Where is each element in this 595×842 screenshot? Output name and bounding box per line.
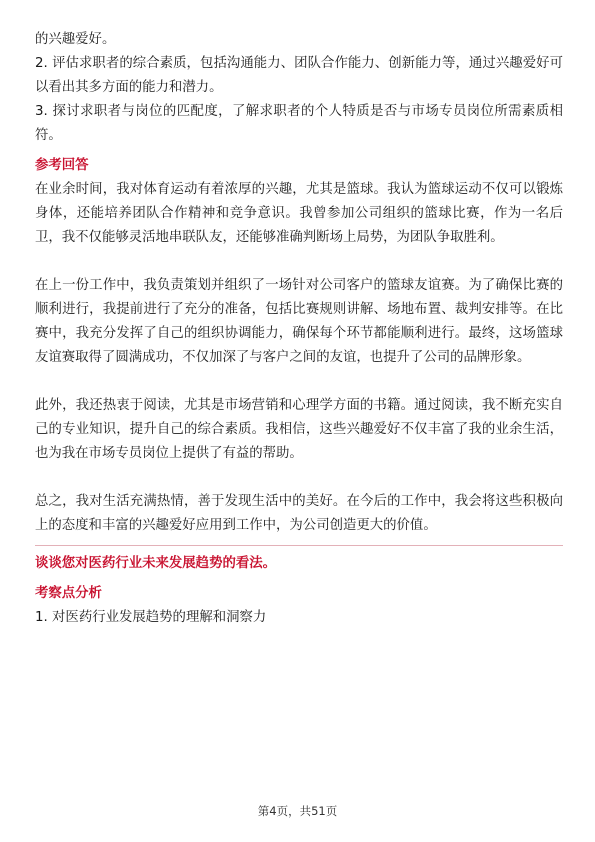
section-divider [35,545,563,546]
answer-paragraph-4: 总之，我对生活充满热情，善于发现生活中的美好。在今后的工作中，我会将这些积极向上的态度和丰富的兴趣爱好应用到工作中，为公司创造更大的价值。 [35,494,563,533]
continued-text: 的兴趣爱好。 [35,32,116,47]
question-heading: 谈谈您对医药行业未来发展趋势的看法。 [35,556,277,571]
spacer [35,466,563,490]
spacer [35,250,563,274]
answer-paragraph-1: 在业余时间，我对体育运动有着浓厚的兴趣，尤其是篮球。我认为篮球运动不仅可以锻炼身体，还能培养团队合作精神和竞争意识。我曾参加公司组织的篮球比赛，作为一名后卫，我不仅能够灵活地串联队友，还能够准确判断场上局势，为团队争取胜利。 [35,182,563,245]
document-page [35,28,563,630]
answer-paragraph-2: 在上一份工作中，我负责策划并组织了一场针对公司客户的篮球友谊赛。为了确保比赛的顺利进行，我提前进行了充分的准备，包括比赛规则讲解、场地布置、裁判安排等。在比赛中，我充分发挥了自己的组织协调能力，确保每个环节都能顺利进行。最终，这场篮球友谊赛取得了圆满成功，不仅加深了与客户之间的友谊，也提升了公司的品牌形象。 [35,278,563,365]
spacer [35,370,563,394]
analysis-item-2: 2. 评估求职者的综合素质，包括沟通能力、团队合作能力、创新能力等，通过兴趣爱好可以看出其多方面的能力和潜力。 [35,56,563,95]
answer-paragraph-3: 此外，我还热衷于阅读，尤其是市场营销和心理学方面的书籍。通过阅读，我不断充实自己的专业知识，提升自己的综合素质。我相信，这些兴趣爱好不仅丰富了我的业余生活，也为我在市场专员岗位上提供了有益的帮助。 [35,398,563,461]
analysis-item-3: 3. 探讨求职者与岗位的匹配度，了解求职者的个人特质是否与市场专员岗位所需素质相符。 [35,104,563,143]
analysis-item-1: 1. 对医药行业发展趋势的理解和洞察力 [35,610,267,625]
reference-answer-heading: 参考回答 [35,158,89,173]
page-number: 第4页，共51页 [257,804,338,818]
analysis-heading: 考察点分析 [35,586,102,601]
